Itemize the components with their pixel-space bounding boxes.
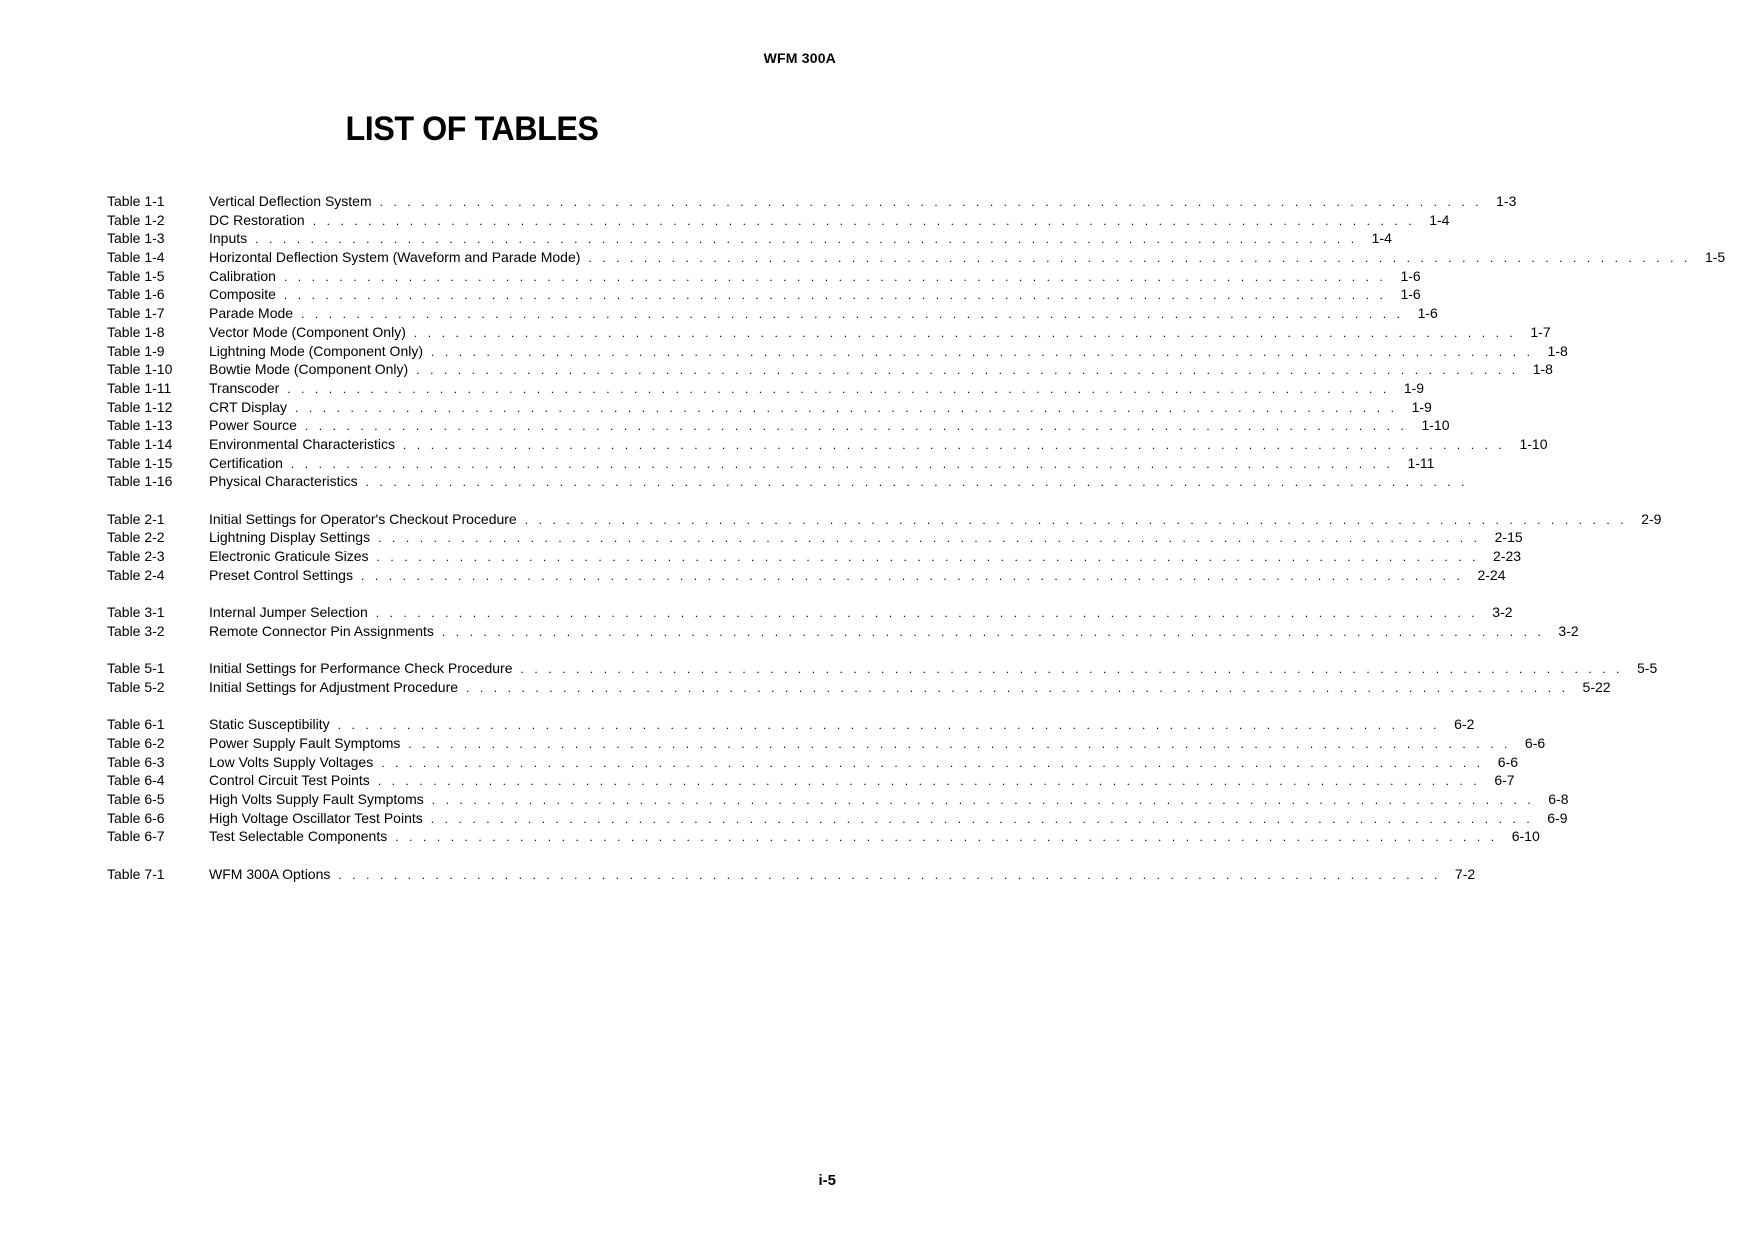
page-ref: 6-6: [1524, 734, 1546, 751]
toc-entry[interactable]: [107, 715, 1475, 734]
table-number: Table 2-3: [107, 548, 165, 565]
table-number: Table 1-8: [107, 323, 165, 340]
table-number: Table 6-3: [107, 753, 165, 770]
page-ref: 3-2: [1492, 604, 1513, 621]
toc-entry[interactable]: [107, 809, 1568, 828]
table-number: Table 6-1: [107, 716, 165, 733]
page-ref: 1-11: [1407, 454, 1435, 471]
dot-leader: . . . . . . . . . . . . . . . . . . . . . . . . . . . . . . . . . . . . . . . . . . . . . . . . . . . . . . . . . . . . . . . . . . . . . . . . . . . . . . . .: [520, 662, 1623, 677]
toc-entry[interactable]: [107, 753, 1518, 772]
page-ref: 1-6: [1417, 305, 1438, 322]
table-number: Table 1-11: [107, 379, 172, 396]
page-ref: 1-9: [1411, 398, 1432, 415]
toc-entry[interactable]: [107, 267, 1421, 286]
table-title: Horizontal Deflection System (Waveform and Parade Mode): [209, 249, 581, 266]
table-number: Table 7-1: [107, 865, 165, 882]
table-group: [107, 715, 1569, 846]
table-number: Table 1-7: [107, 305, 165, 322]
toc-entry[interactable]: [107, 211, 1450, 230]
dot-leader: . . . . . . . . . . . . . . . . . . . . . . . . . . . . . . . . . . . . . . . . . . . . . . . . . . . . . . . . . . . . . . . . . . . . . . . . . . . . . . . .: [337, 718, 1441, 733]
toc-entry[interactable]: [107, 771, 1515, 790]
dot-leader: . . . . . . . . . . . . . . . . . . . . . . . . . . . . . . . . . . . . . . . . . . . . . . . . . . . . . . . . . . . . . . . . . . . . . . . . . . . . . . . .: [430, 811, 1534, 826]
table-number: Table 1-5: [107, 267, 165, 284]
toc-entry[interactable]: [107, 398, 1432, 417]
table-number: Table 2-2: [107, 529, 165, 546]
table-title: Static Susceptibility: [209, 716, 330, 733]
table-title: Preset Control Settings: [209, 566, 353, 583]
table-title: Test Selectable Components: [209, 828, 388, 845]
table-title: Parade Mode: [209, 305, 294, 322]
page-ref: 1-10: [1421, 417, 1450, 434]
table-group: [107, 603, 1579, 640]
table-group: [107, 865, 1476, 884]
table-number: Table 2-4: [107, 566, 165, 583]
toc-entry[interactable]: [107, 622, 1579, 641]
dot-leader: . . . . . . . . . . . . . . . . . . . . . . . . . . . . . . . . . . . . . . . . . . . . . . . . . . . . . . . . . . . . . . . . . . . . . . . . . . . . . . . .: [290, 456, 1394, 471]
dot-leader: . . . . . . . . . . . . . . . . . . . . . . . . . . . . . . . . . . . . . . . . . . . . . . . . . . . . . . . . . . . . . . . . . . . . . . . . . . . . . . . .: [287, 381, 1390, 396]
dot-leader: . . . . . . . . . . . . . . . . . . . . . . . . . . . . . . . . . . . . . . . . . . . . . . . . . . . . . . . . . . . . . . . . . . . . . . . . . . . . . . . .: [381, 755, 1484, 770]
table-group: [107, 510, 1662, 585]
table-number: Table 1-15: [107, 454, 173, 471]
toc-entry[interactable]: [107, 865, 1476, 884]
page-ref: 1-8: [1547, 342, 1568, 359]
dot-leader: . . . . . . . . . . . . . . . . . . . . . . . . . . . . . . . . . . . . . . . . . . . . . . . . . . . . . . . . . . . . . . . . . . . . . . . . . . . . . . . .: [524, 512, 1628, 527]
page-ref: 6-8: [1548, 791, 1569, 807]
table-title: Control Circuit Test Points: [209, 772, 370, 789]
table-title: Initial Settings for Operator's Checkout Procedure: [209, 510, 517, 527]
page-ref: 3-2: [1558, 622, 1579, 639]
dot-leader: . . . . . . . . . . . . . . . . . . . . . . . . . . . . . . . . . . . . . . . . . . . . . . . . . . . . . . . . . . . . . . . . . . . . . . . . . . . . . . . .: [588, 251, 1691, 266]
table-number: Table 1-6: [107, 286, 165, 303]
toc-entry[interactable]: [107, 528, 1523, 547]
page-ref: 2-23: [1493, 548, 1522, 565]
table-number: Table 5-2: [107, 678, 165, 695]
table-group: [107, 192, 1726, 491]
table-title: Power Supply Fault Symptoms: [209, 734, 401, 751]
table-title: CRT Display: [209, 398, 288, 415]
page-ref: 1-10: [1519, 435, 1548, 452]
dot-leader: . . . . . . . . . . . . . . . . . . . . . . . . . . . . . . . . . . . . . . . . . . . . . . . . . . . . . . . . . . . . . . . . . . . . . . . . . . . . . . . .: [395, 830, 1498, 845]
table-number: Table 1-9: [107, 342, 165, 359]
toc-entry[interactable]: [107, 659, 1658, 678]
page-ref: 1-6: [1400, 286, 1421, 303]
page-ref: 1-7: [1530, 323, 1551, 340]
table-number: Table 1-10: [107, 361, 173, 378]
page-ref: 1-8: [1532, 361, 1553, 378]
table-number: Table 1-16: [107, 473, 173, 490]
table-group: [107, 659, 1658, 696]
page-ref: 1-5: [1704, 249, 1726, 266]
toc-entry[interactable]: [107, 416, 1450, 435]
table-number: Table 2-1: [107, 510, 165, 527]
toc-entry[interactable]: [107, 678, 1611, 697]
page-ref: 6-2: [1454, 716, 1475, 733]
table-number: Table 3-2: [107, 622, 165, 639]
dot-leader: . . . . . . . . . . . . . . . . . . . . . . . . . . . . . . . . . . . . . . . . . . . . . . . . . . . . . . . . . . . . . . . . . . . . . . . . . . . . . . . .: [408, 736, 1511, 751]
table-title: Inputs: [209, 230, 248, 247]
table-title: Composite: [209, 286, 276, 303]
dot-leader: . . . . . . . . . . . . . . . . . . . . . . . . . . . . . . . . . . . . . . . . . . . . . . . . . . . . . . . . . . . . . . . . . . . . . . . . . . . . . . . .: [377, 774, 1481, 789]
table-title: Physical Characteristics: [209, 473, 358, 490]
toc-entry[interactable]: [107, 827, 1540, 846]
table-title: High Voltage Oscillator Test Points: [209, 809, 423, 826]
page-ref: 2-24: [1477, 566, 1506, 583]
dot-leader: . . . . . . . . . . . . . . . . . . . . . . . . . . . . . . . . . . . . . . . . . . . . . . . . . . . . . . . . . . . . . . . . . . . . . . . . . . . . . . . .: [376, 550, 1480, 565]
page-ref: 7-2: [1454, 865, 1476, 882]
dot-leader: . . . . . . . . . . . . . . . . . . . . . . . . . . . . . . . . . . . . . . . . . . . . . . . . . . . . . . . . . . . . . . . . . . . . . . . . . . . . . . . .: [304, 419, 1408, 434]
dot-leader: . . . . . . . . . . . . . . . . . . . . . . . . . . . . . . . . . . . . . . . . . . . . . . . . . . . . . . . . . . . . . . . . . . . . . . . . . . . . . . . .: [283, 288, 1387, 303]
page-ref: 2-15: [1494, 529, 1523, 546]
dot-leader: . . . . . . . . . . . . . . . . . . . . . . . . . . . . . . . . . . . . . . . . . . . . . . . . . . . . . . . . . . . . . . . . . . . . . . . . . . . . . . . .: [416, 363, 1519, 378]
table-number: Table 6-4: [107, 772, 165, 789]
toc-entry[interactable]: [107, 229, 1392, 248]
dot-leader: . . . . . . . . . . . . . . . . . . . . . . . . . . . . . . . . . . . . . . . . . . . . . . . . . . . . . . . . . . . . . . . . . . . . . . . . . . . . . . . .: [466, 680, 1569, 695]
page-ref: 1-6: [1400, 267, 1421, 284]
table-title: Transcoder: [209, 379, 280, 396]
table-title: High Volts Supply Fault Symptoms: [209, 791, 424, 807]
table-number: Table 3-1: [107, 604, 165, 621]
table-title: Power Source: [209, 417, 297, 434]
table-number: Table 1-2: [107, 211, 165, 228]
toc-entry[interactable]: [107, 734, 1546, 753]
table-number: Table 5-1: [107, 660, 165, 677]
dot-leader: . . . . . . . . . . . . . . . . . . . . . . . . . . . . . . . . . . . . . . . . . . . . . . . . . . . . . . . . . . . . . . . . . . . . . . . . . . . . . . . .: [338, 867, 1441, 882]
table-title: Initial Settings for Adjustment Procedure: [209, 678, 459, 695]
toc-entry[interactable]: [107, 323, 1551, 342]
page-ref: 6-7: [1494, 772, 1515, 789]
page-title: LIST OF TABLES: [345, 110, 599, 148]
toc-entry[interactable]: [107, 472, 1469, 491]
table-title: Vector Mode (Component Only): [209, 323, 406, 340]
table-title: Environmental Characteristics: [209, 435, 395, 452]
toc-entry[interactable]: [107, 603, 1513, 622]
toc-entry[interactable]: [107, 454, 1435, 473]
table-number: Table 6-7: [107, 828, 165, 845]
toc-entry[interactable]: [107, 360, 1553, 379]
dot-leader: . . . . . . . . . . . . . . . . . . . . . . . . . . . . . . . . . . . . . . . . . . . . . . . . . . . . . . . . . . . . . . . . . . . . . . . . . . . . . . . .: [255, 232, 1358, 247]
toc-entry[interactable]: [107, 192, 1517, 211]
table-number: Table 6-2: [107, 734, 165, 751]
dot-leader: . . . . . . . . . . . . . . . . . . . . . . . . . . . . . . . . . . . . . . . . . . . . . . . . . . . . . . . . . . . . . . . . . . . . . . . . . . . . . . . .: [378, 531, 1481, 546]
page-ref: 6-10: [1511, 828, 1540, 845]
page-ref: 6-6: [1497, 753, 1518, 770]
table-title: Lightning Display Settings: [209, 529, 371, 546]
dot-leader: . . . . . . . . . . . . . . . . . . . . . . . . . . . . . . . . . . . . . . . . . . . . . . . . . . . . . . . . . . . . . . . . . . . . . . . . . . . . . . . .: [312, 213, 1416, 228]
dot-leader: . . . . . . . . . . . . . . . . . . . . . . . . . . . . . . . . . . . . . . . . . . . . . . . . . . . . . . . . . . . . . . . . . . . . . . . . . . . . . . . .: [379, 195, 1483, 209]
table-number: Table 1-13: [107, 417, 173, 434]
toc-entry[interactable]: [107, 547, 1522, 566]
table-number: Table 1-4: [107, 249, 165, 266]
page-ref: 2-9: [1641, 510, 1662, 527]
table-title: Low Volts Supply Voltages: [209, 753, 374, 770]
toc-entry[interactable]: [107, 342, 1568, 361]
toc-entry[interactable]: [107, 566, 1506, 585]
dot-leader: . . . . . . . . . . . . . . . . . . . . . . . . . . . . . . . . . . . . . . . . . . . . . . . . . . . . . . . . . . . . . . . . . . . . . . . . . . . . . . . .: [413, 325, 1517, 340]
dot-leader: . . . . . . . . . . . . . . . . . . . . . . . . . . . . . . . . . . . . . . . . . . . . . . . . . . . . . . . . . . . . . . . . . . . . . . . . . . . . . . . .: [301, 307, 1404, 322]
dot-leader: . . . . . . . . . . . . . . . . . . . . . . . . . . . . . . . . . . . . . . . . . . . . . . . . . . . . . . . . . . . . . . . . . . . . . . . . . . . . . . . .: [365, 475, 1469, 490]
page-ref: 6-9: [1547, 809, 1568, 826]
page-ref: 1-4: [1371, 230, 1392, 247]
dot-leader: . . . . . . . . . . . . . . . . . . . . . . . . . . . . . . . . . . . . . . . . . . . . . . . . . . . . . . . . . . . . . . . . . . . . . . . . . . . . . . . .: [431, 344, 1534, 359]
table-number: Table 6-5: [107, 791, 165, 807]
toc-entry[interactable]: [107, 790, 1569, 809]
page-ref: 5-5: [1637, 660, 1658, 677]
page-ref: 5-22: [1582, 678, 1611, 695]
table-title: Vertical Deflection System: [209, 193, 372, 209]
dot-leader: . . . . . . . . . . . . . . . . . . . . . . . . . . . . . . . . . . . . . . . . . . . . . . . . . . . . . . . . . . . . . . . . . . . . . . . . . . . . . . . .: [295, 400, 1398, 415]
toc-entry[interactable]: [107, 285, 1421, 304]
table-title: Remote Connector Pin Assignments: [209, 622, 434, 639]
table-number: Table 1-14: [107, 435, 173, 452]
document-id: WFM 300A: [763, 50, 836, 66]
table-number: Table 6-6: [107, 809, 165, 826]
table-title: Internal Jumper Selection: [209, 604, 368, 621]
page-ref: 1-3: [1496, 193, 1517, 209]
list-of-tables: [107, 192, 1726, 902]
table-number: Table 1-3: [107, 230, 165, 247]
dot-leader: . . . . . . . . . . . . . . . . . . . . . . . . . . . . . . . . . . . . . . . . . . . . . . . . . . . . . . . . . . . . . . . . . . . . . . . . . . . . . . . .: [431, 793, 1535, 807]
dot-leader: . . . . . . . . . . . . . . . . . . . . . . . . . . . . . . . . . . . . . . . . . . . . . . . . . . . . . . . . . . . . . . . . . . . . . . . . . . . . . . . .: [375, 606, 1479, 621]
table-title: DC Restoration: [209, 211, 305, 228]
page-ref: 1-9: [1403, 379, 1425, 396]
table-title: Electronic Graticule Sizes: [209, 548, 369, 565]
toc-entry[interactable]: [107, 304, 1438, 323]
table-number: Table 1-12: [107, 398, 173, 415]
table-title: Calibration: [209, 267, 276, 284]
table-title: Initial Settings for Performance Check Procedure: [209, 660, 513, 677]
dot-leader: . . . . . . . . . . . . . . . . . . . . . . . . . . . . . . . . . . . . . . . . . . . . . . . . . . . . . . . . . . . . . . . . . . . . . . . . . . . . . . . .: [283, 269, 1387, 284]
dot-leader: . . . . . . . . . . . . . . . . . . . . . . . . . . . . . . . . . . . . . . . . . . . . . . . . . . . . . . . . . . . . . . . . . . . . . . . . . . . . . . . .: [360, 568, 1464, 583]
toc-entry[interactable]: [107, 435, 1548, 454]
page-number: i-5: [818, 1172, 836, 1189]
table-title: Lightning Mode (Component Only): [209, 342, 424, 359]
table-number: Table 1-1: [107, 193, 165, 209]
page-ref: 1-4: [1429, 211, 1450, 228]
table-title: WFM 300A Options: [209, 865, 331, 882]
table-title: Bowtie Mode (Component Only): [209, 361, 409, 378]
toc-entry[interactable]: [107, 379, 1425, 398]
dot-leader: . . . . . . . . . . . . . . . . . . . . . . . . . . . . . . . . . . . . . . . . . . . . . . . . . . . . . . . . . . . . . . . . . . . . . . . . . . . . . . . .: [402, 437, 1506, 452]
toc-entry[interactable]: [107, 248, 1726, 267]
table-title: Certification: [209, 454, 283, 471]
toc-entry[interactable]: [107, 510, 1662, 529]
dot-leader: . . . . . . . . . . . . . . . . . . . . . . . . . . . . . . . . . . . . . . . . . . . . . . . . . . . . . . . . . . . . . . . . . . . . . . . . . . . . . . . .: [441, 624, 1545, 639]
